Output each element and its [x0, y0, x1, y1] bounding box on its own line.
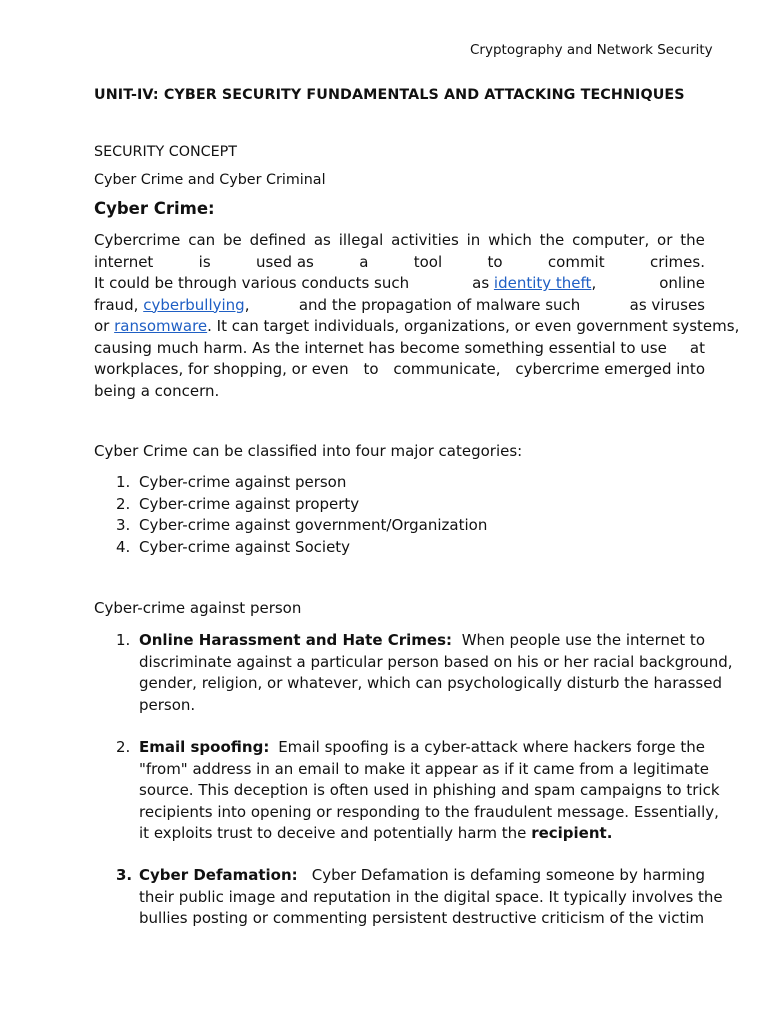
- item-number: 1.: [116, 631, 131, 649]
- list-number: 2.: [116, 494, 131, 513]
- list-number: 1.: [116, 473, 131, 491]
- intro-line-7: workplaces, for shopping, or even to communicate, cybercrime emerged into: [94, 360, 705, 378]
- list-item: [94, 495, 487, 517]
- cyberbullying-link[interactable]: cyberbullying: [143, 295, 245, 314]
- intro-line-5: or ransomware. It can target individuals, organizations, or even government systems,: [94, 317, 740, 335]
- intro-line-4: fraud, cyberbullying, and the propagation of malware such as viruses: [94, 295, 705, 314]
- item-title: Email spoofing:: [139, 738, 270, 756]
- intro-paragraph: [94, 230, 740, 402]
- list-item: [94, 473, 487, 495]
- classification-intro: Cyber Crime can be classified into four major categories:: [94, 442, 523, 460]
- list-number: 3.: [116, 516, 131, 534]
- section-heading: SECURITY CONCEPT: [94, 144, 238, 160]
- category-list: [94, 473, 487, 559]
- item-title: Cyber Defamation:: [139, 866, 298, 884]
- cyber-defamation-item: 3. Cyber Defamation: Cyber Defamation is defaming someone by harming their public image and reputation in the digital space. It typically involves the bullies posting or commenting persistent destructive criticism of the victim: [116, 866, 723, 927]
- item-title: Online Harassment and Hate Crimes:: [139, 631, 452, 649]
- intro-line-3: It could be through various conducts such as identity theft, online: [94, 274, 705, 292]
- list-item-label: Cyber-crime against property: [139, 494, 360, 513]
- person-crime-heading: Cyber-crime against person: [94, 599, 302, 617]
- list-item: [94, 516, 487, 538]
- list-item-label: Cyber-crime against Society: [139, 537, 351, 556]
- item-number: 2.: [116, 738, 131, 756]
- list-item: [94, 538, 487, 560]
- ransomware-link[interactable]: ransomware: [114, 317, 208, 335]
- subsection-heading: Cyber Crime and Cyber Criminal: [94, 172, 326, 188]
- harassment-item: 1. Online Harassment and Hate Crimes: When people use the internet to discriminate against a particular person based on his or her racial background, gender, religion, or whatever, which can psychologically disturb the harassed person.: [116, 631, 733, 714]
- list-number: 4.: [116, 537, 131, 556]
- intro-line-8: being a concern.: [94, 381, 220, 400]
- email-spoofing-item: 2. Email spoofing: Email spoofing is a cyber-attack where hackers forge the "from" address in an email to make it appear as if it came from a legitimate source. This deception is often used in phishing and spam campaigns to trick recipients into opening or responding to the fraudulent message. Essentially, it exploits trust to deceive and potentially harm the recipient.: [116, 738, 720, 842]
- intro-line-2: internet is used as a tool to commit crimes.: [94, 252, 705, 271]
- intro-line-6: causing much harm. As the internet has become something essential to use at: [94, 338, 705, 357]
- list-item-label: Cyber-crime against person: [139, 473, 347, 491]
- identity-theft-link[interactable]: identity theft: [493, 274, 592, 292]
- running-header: Cryptography and Network Security: [470, 42, 713, 58]
- item-number: 3.: [116, 866, 133, 884]
- unit-title: UNIT-IV: CYBER SECURITY FUNDAMENTALS AND ATTACKING TECHNIQUES: [94, 87, 685, 103]
- cyber-crime-heading: Cyber Crime:: [94, 199, 215, 218]
- intro-line-1: Cybercrime can be defined as illegal activities in which the computer, or the: [94, 231, 705, 249]
- list-item-label: Cyber-crime against government/Organization: [139, 516, 488, 534]
